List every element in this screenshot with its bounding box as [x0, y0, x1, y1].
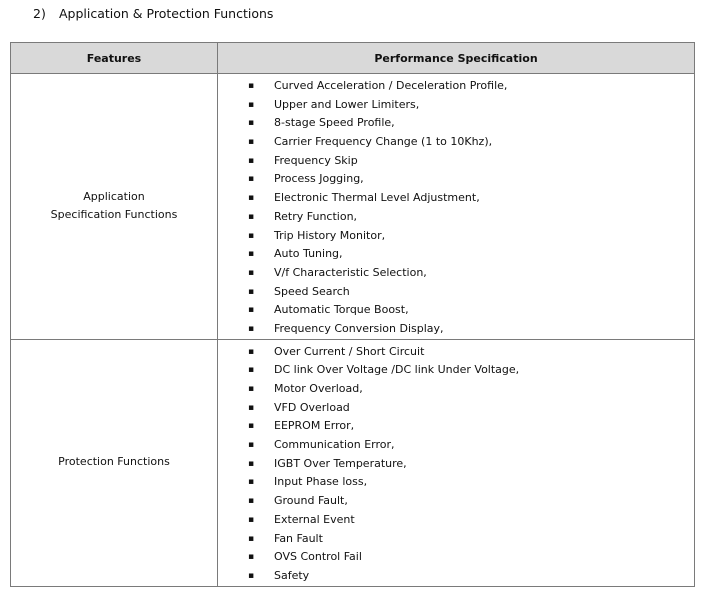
- list-item-text: Safety: [274, 568, 310, 582]
- list-item-text: External Event: [274, 512, 355, 526]
- list-item: [218, 380, 694, 399]
- list-item: [218, 170, 694, 189]
- bullet-icon: ▪: [248, 496, 255, 507]
- list-item-text: Auto Tuning,: [274, 247, 343, 261]
- list-item: [218, 436, 694, 455]
- bullet-icon: ▪: [248, 365, 255, 376]
- functions-table: [10, 42, 695, 587]
- list-item-text: Speed Search: [274, 284, 350, 298]
- list-item: [218, 511, 694, 530]
- list-item: [218, 152, 694, 171]
- bullet-icon: ▪: [248, 99, 255, 110]
- feature-label-line: Specification Functions: [50, 208, 178, 222]
- list-item: [218, 473, 694, 492]
- section-title: Application & Protection Functions: [58, 6, 274, 21]
- list-item: [218, 455, 694, 474]
- list-item: [218, 492, 694, 511]
- list-item: [218, 227, 694, 246]
- list-item-text: Motor Overload,: [274, 382, 363, 395]
- list-item-text: Ground Fault,: [274, 494, 348, 508]
- bullet-icon: ▪: [248, 155, 255, 166]
- spec-list-protection: [218, 340, 694, 586]
- list-item: [218, 245, 694, 264]
- list-item: [218, 530, 694, 549]
- list-item-text: Retry Function,: [274, 209, 358, 223]
- bullet-icon: ▪: [248, 384, 255, 394]
- bullet-icon: ▪: [248, 402, 255, 413]
- list-item: [218, 320, 694, 339]
- list-item-text: Curved Acceleration / Deceleration Profile,: [274, 79, 508, 92]
- bullet-icon: ▪: [248, 230, 255, 241]
- list-item-text: Frequency Conversion Display,: [274, 321, 444, 335]
- header-features: Features: [11, 43, 218, 74]
- bullet-icon: ▪: [248, 81, 255, 91]
- list-item-text: Electronic Thermal Level Adjustment,: [274, 191, 480, 205]
- bullet-icon: ▪: [248, 286, 255, 297]
- table-row-protection: [11, 339, 695, 586]
- list-item: [218, 133, 694, 152]
- spec-list-application: [218, 74, 694, 339]
- bullet-icon: ▪: [248, 477, 255, 488]
- list-item: [218, 96, 694, 115]
- list-item-text: VFD Overload: [274, 400, 350, 414]
- list-item: [218, 361, 694, 380]
- list-item-text: Process Jogging,: [274, 172, 364, 186]
- list-item: [218, 417, 694, 436]
- list-item-text: Carrier Frequency Change (1 to 10Khz),: [274, 135, 493, 149]
- bullet-icon: ▪: [248, 570, 255, 581]
- table-row-application: [11, 74, 695, 340]
- list-item-text: OVS Control Fail: [274, 550, 362, 564]
- list-item-text: Trip History Monitor,: [274, 228, 386, 242]
- list-item: [218, 283, 694, 302]
- bullet-icon: ▪: [248, 118, 255, 129]
- bullet-icon: ▪: [248, 346, 255, 357]
- feature-label-line: Protection Functions: [58, 455, 170, 469]
- bullet-icon: ▪: [248, 193, 255, 204]
- bullet-icon: ▪: [248, 514, 255, 525]
- table-header-row: [11, 43, 695, 74]
- feature-cell-protection: [11, 339, 218, 586]
- bullet-icon: ▪: [248, 174, 255, 185]
- list-item: [218, 189, 694, 208]
- list-item: [218, 77, 694, 96]
- bullet-icon: ▪: [248, 137, 255, 148]
- bullet-icon: ▪: [248, 267, 255, 278]
- bullet-icon: ▪: [248, 323, 255, 334]
- list-item-text: Over Current / Short Circuit: [274, 344, 425, 358]
- header-performance-specification: Performance Specification: [218, 43, 695, 74]
- list-item: [218, 264, 694, 283]
- bullet-icon: ▪: [248, 440, 255, 451]
- list-item: [218, 567, 694, 586]
- bullet-icon: ▪: [248, 458, 255, 469]
- list-item-text: V/f Characteristic Selection,: [274, 265, 427, 279]
- list-item-text: Communication Error,: [274, 438, 395, 452]
- list-item-text: Fan Fault: [274, 531, 323, 545]
- bullet-icon: ▪: [248, 533, 255, 544]
- list-item-text: Input Phase loss,: [274, 475, 368, 489]
- section-heading: [33, 6, 273, 22]
- section-number: 2): [33, 6, 46, 21]
- list-item-text: 8-stage Speed Profile,: [274, 116, 395, 130]
- list-item-text: EEPROM Error,: [274, 419, 355, 433]
- bullet-icon: ▪: [248, 211, 255, 222]
- list-item: [218, 208, 694, 227]
- list-item-text: Upper and Lower Limiters,: [274, 97, 420, 111]
- feature-cell-application: [11, 74, 218, 340]
- list-item-text: Frequency Skip: [274, 153, 358, 167]
- list-item: [218, 548, 694, 567]
- feature-label-line: Application: [83, 189, 145, 203]
- list-item-text: IGBT Over Temperature,: [274, 456, 407, 470]
- bullet-icon: ▪: [248, 249, 255, 260]
- list-item: [218, 343, 694, 362]
- list-item: [218, 114, 694, 133]
- list-item: [218, 399, 694, 418]
- bullet-icon: ▪: [248, 305, 255, 316]
- spec-cell-application: [218, 74, 695, 340]
- spec-cell-protection: [218, 339, 695, 586]
- list-item: [218, 301, 694, 320]
- bullet-icon: ▪: [248, 421, 255, 432]
- list-item-text: Automatic Torque Boost,: [274, 303, 409, 317]
- list-item-text: DC link Over Voltage /DC link Under Voltage,: [274, 363, 520, 377]
- bullet-icon: ▪: [248, 552, 255, 563]
